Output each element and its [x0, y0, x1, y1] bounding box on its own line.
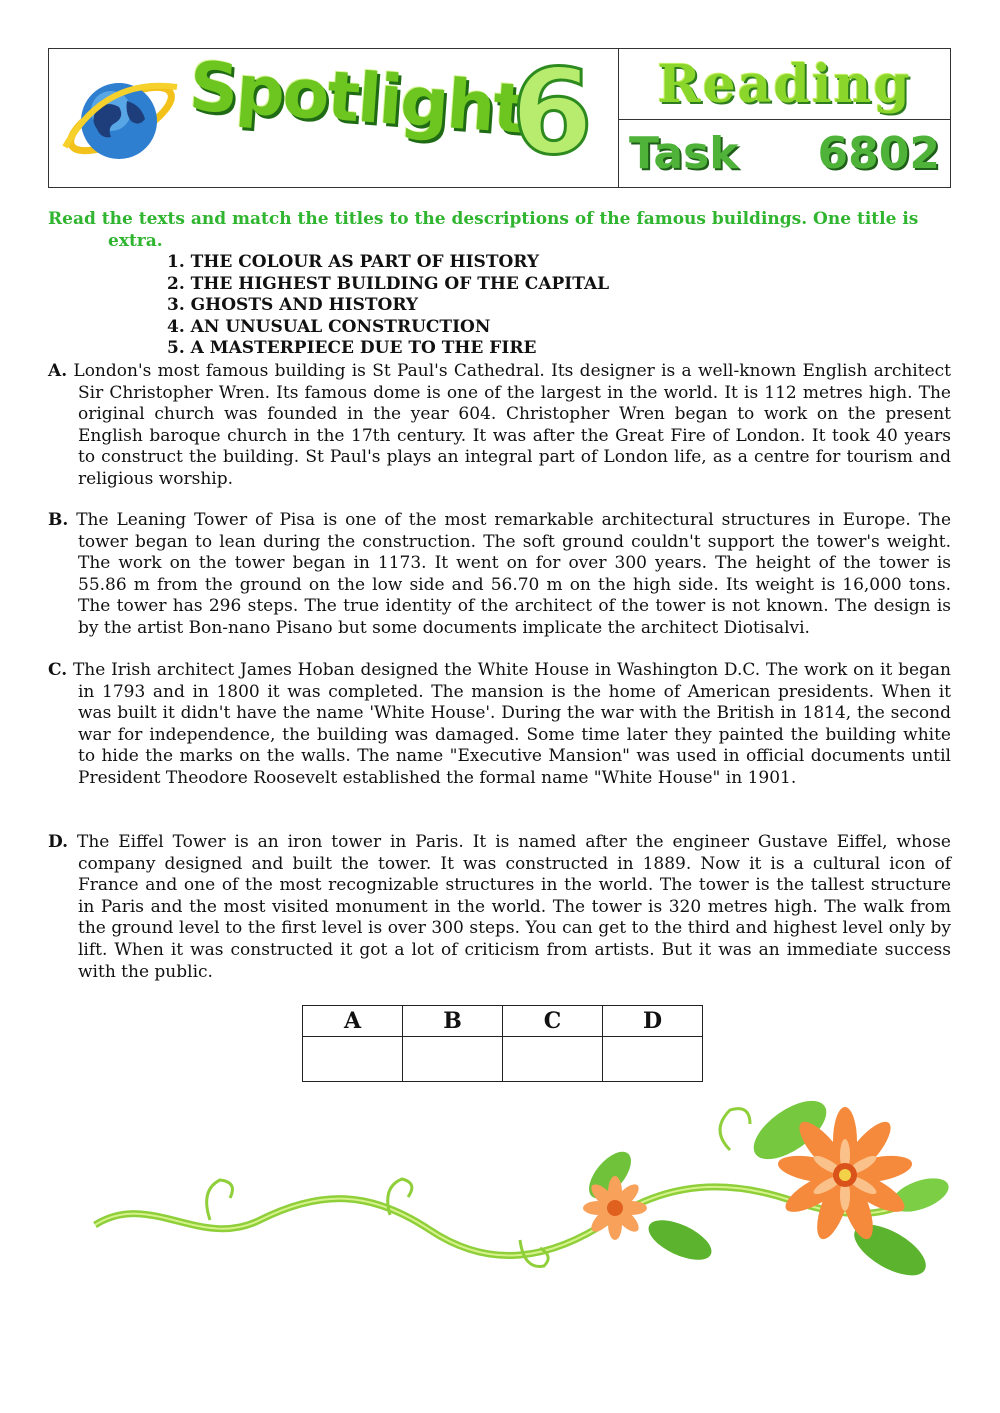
text-body: The Leaning Tower of Pisa is one of the most remarkable architectural structures in Europe. The tower began to lean during the construction. The soft ground couldn't support the tower's weight. The work on the tower began in 1173. It went on for over 300 years. The height of the tower is 55.86 m from the ground on the low side and 56.70 m on the high side. Its weight is 16,000 tons. The tower has 296 steps. The true identity of the architect of the tower is not known. The design is by the artist Bon-nano Pisano but some documents implicate the architect Diotisalvi.	[76, 510, 951, 638]
small-flower-icon	[583, 1176, 647, 1240]
text-letter: A.	[48, 361, 68, 381]
answer-header: A	[303, 1006, 403, 1037]
task-cell	[619, 120, 950, 187]
logo-cell	[49, 43, 619, 187]
title-item: 3. GHOSTS AND HISTORY	[167, 295, 419, 316]
logo-spotlight-text: Spotlight	[186, 47, 527, 150]
answer-header: B	[403, 1006, 503, 1037]
text-a	[48, 361, 951, 491]
title-item: 4. AN UNUSUAL CONSTRUCTION	[167, 316, 491, 337]
instruction-line-2: extra.	[108, 231, 163, 251]
title-item: 2. THE HIGHEST BUILDING OF THE CAPITAL	[167, 273, 610, 294]
logo-number: 6	[511, 43, 594, 181]
instruction	[48, 208, 948, 252]
text-body: London's most famous building is St Paul's Cathedral. Its designer is a well-known English architect Sir Christopher Wren. Its famous dome is one of the largest in the world. It is 112 metres high. The original church was founded in the year 604. Christopher Wren began to work on the present English baroque church in the 17th century. It was after the Great Fire of London. It took 40 years to construct the building. St Paul's plays an integral part of London life, as a centre for tourism and religious worship.	[73, 361, 951, 489]
text-c	[48, 660, 951, 790]
reading-label: Reading	[657, 53, 912, 115]
reading-cell	[619, 49, 950, 120]
globe-icon	[61, 67, 181, 171]
answer-cell[interactable]	[603, 1037, 703, 1082]
text-body: The Irish architect James Hoban designed the White House in Washington D.C. The work on it began in 1793 and in 1800 it was completed. The mansion is the home of American presidents. When it was built it didn't have the name 'White House'. During the war with the British in 1814, the second war for independence, the building was damaged. Some time later they painted the building white to hide the marks on the walls. The name "Executive Mansion" was used in official documents until President Theodore Roosevelt established the formal name "White House" in 1901.	[72, 660, 952, 788]
task-label: Task	[629, 128, 739, 179]
text-letter: B.	[48, 510, 69, 530]
text-letter: C.	[48, 660, 68, 680]
text-body: The Eiffel Tower is an iron tower in Paris. It is named after the engineer Gustave Eiffel, whose company designed and built the tower. It was constructed in 1889. Now it is a cultural icon of France and one of the most recognizable structures in the world. The tower is the tallest structure in Paris and the most visited monument in the world. The tower is 320 metres high. The walk from the ground level to the first level is over 300 steps. You can get to the third and highest level only by lift. When it was constructed it got a lot of criticism from artists. But it was an immediate success with the public.	[76, 832, 951, 982]
text-letter: D.	[48, 832, 69, 852]
instruction-line-1: Read the texts and match the titles to the descriptions of the famous buildings. One title is	[48, 209, 919, 229]
titles-list	[167, 252, 609, 360]
answer-header: C	[503, 1006, 603, 1037]
text-d	[48, 832, 951, 983]
floral-vine-decoration	[90, 1090, 950, 1290]
answer-cell[interactable]	[303, 1037, 403, 1082]
answer-table	[302, 1005, 703, 1082]
answer-header: D	[603, 1006, 703, 1037]
text-b	[48, 510, 951, 640]
answer-cell[interactable]	[503, 1037, 603, 1082]
answer-cell[interactable]	[403, 1037, 503, 1082]
title-item: 1. THE COLOUR AS PART OF HISTORY	[167, 252, 540, 272]
task-number: 6802	[817, 128, 940, 179]
title-item: 5. A MASTERPIECE DUE TO THE FIRE	[167, 338, 537, 359]
header-box	[48, 43, 951, 188]
